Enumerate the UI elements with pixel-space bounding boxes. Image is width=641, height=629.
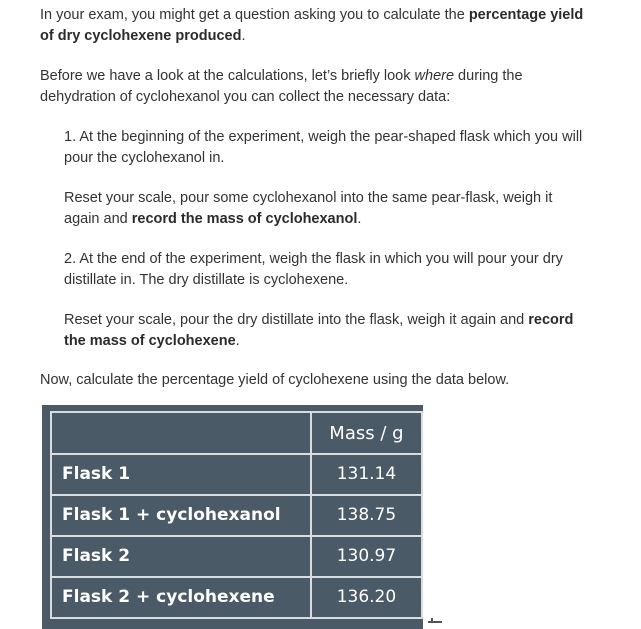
- step-1-emphasis: record the mass of cyclohexanol: [131, 211, 358, 227]
- instruction-paragraph: Now, calculate the percentage yield of cyclohexene using the data below.: [40, 372, 510, 388]
- table-row: [51, 577, 422, 618]
- header-empty-cell: [51, 412, 311, 454]
- step-2-detail: Reset your scale, pour the dry distillate into the flask, weigh it again and record the mass of cyclohexene.: [64, 312, 574, 349]
- intro-emphasis: percentage yield of dry cyclohexene produced: [40, 7, 584, 44]
- step-1-detail: Reset your scale, pour some cyclohexanol into the same pear-flask, weigh it again and record the mass of cyclohexanol.: [64, 190, 553, 227]
- where-emphasis: where: [414, 68, 455, 84]
- step-1: 1. At the beginning of the experiment, weigh the pear-shaped flask which you will pour the cyclohexanol in.: [64, 129, 583, 166]
- row-mass: 131.14: [311, 454, 422, 495]
- row-label: Flask 1 + cyclohexanol: [51, 495, 311, 536]
- mass-data-table-container: [42, 405, 423, 629]
- step-2: 2. At the end of the experiment, weigh the flask in which you will pour your dry distillate in. The dry distillate is cyclohexene.: [64, 251, 563, 288]
- table-header-row: [51, 412, 422, 454]
- header-mass: Mass / g: [311, 412, 422, 454]
- row-label: Flask 2 + cyclohexene: [51, 577, 311, 618]
- row-mass: 138.75: [311, 495, 422, 536]
- overview-paragraph: Before we have a look at the calculations, let’s briefly look where during the dehydration of cyclohexanol you can collect the necessary data:: [40, 68, 523, 105]
- step-2-emphasis: record the mass of cyclohexene: [64, 312, 574, 349]
- row-label: Flask 2: [51, 536, 311, 577]
- row-mass: 130.97: [311, 536, 422, 577]
- mass-data-table: [50, 411, 423, 619]
- intro-paragraph: In your exam, you might get a question asking you to calculate the percentage yield of dry cyclohexene produced.: [40, 7, 584, 44]
- resize-mark-base: [428, 621, 442, 623]
- row-mass: 136.20: [311, 577, 422, 618]
- table-row: [51, 536, 422, 577]
- article-content: [40, 5, 585, 410]
- table-row: [51, 454, 422, 495]
- table-row: [51, 495, 422, 536]
- row-label: Flask 1: [51, 454, 311, 495]
